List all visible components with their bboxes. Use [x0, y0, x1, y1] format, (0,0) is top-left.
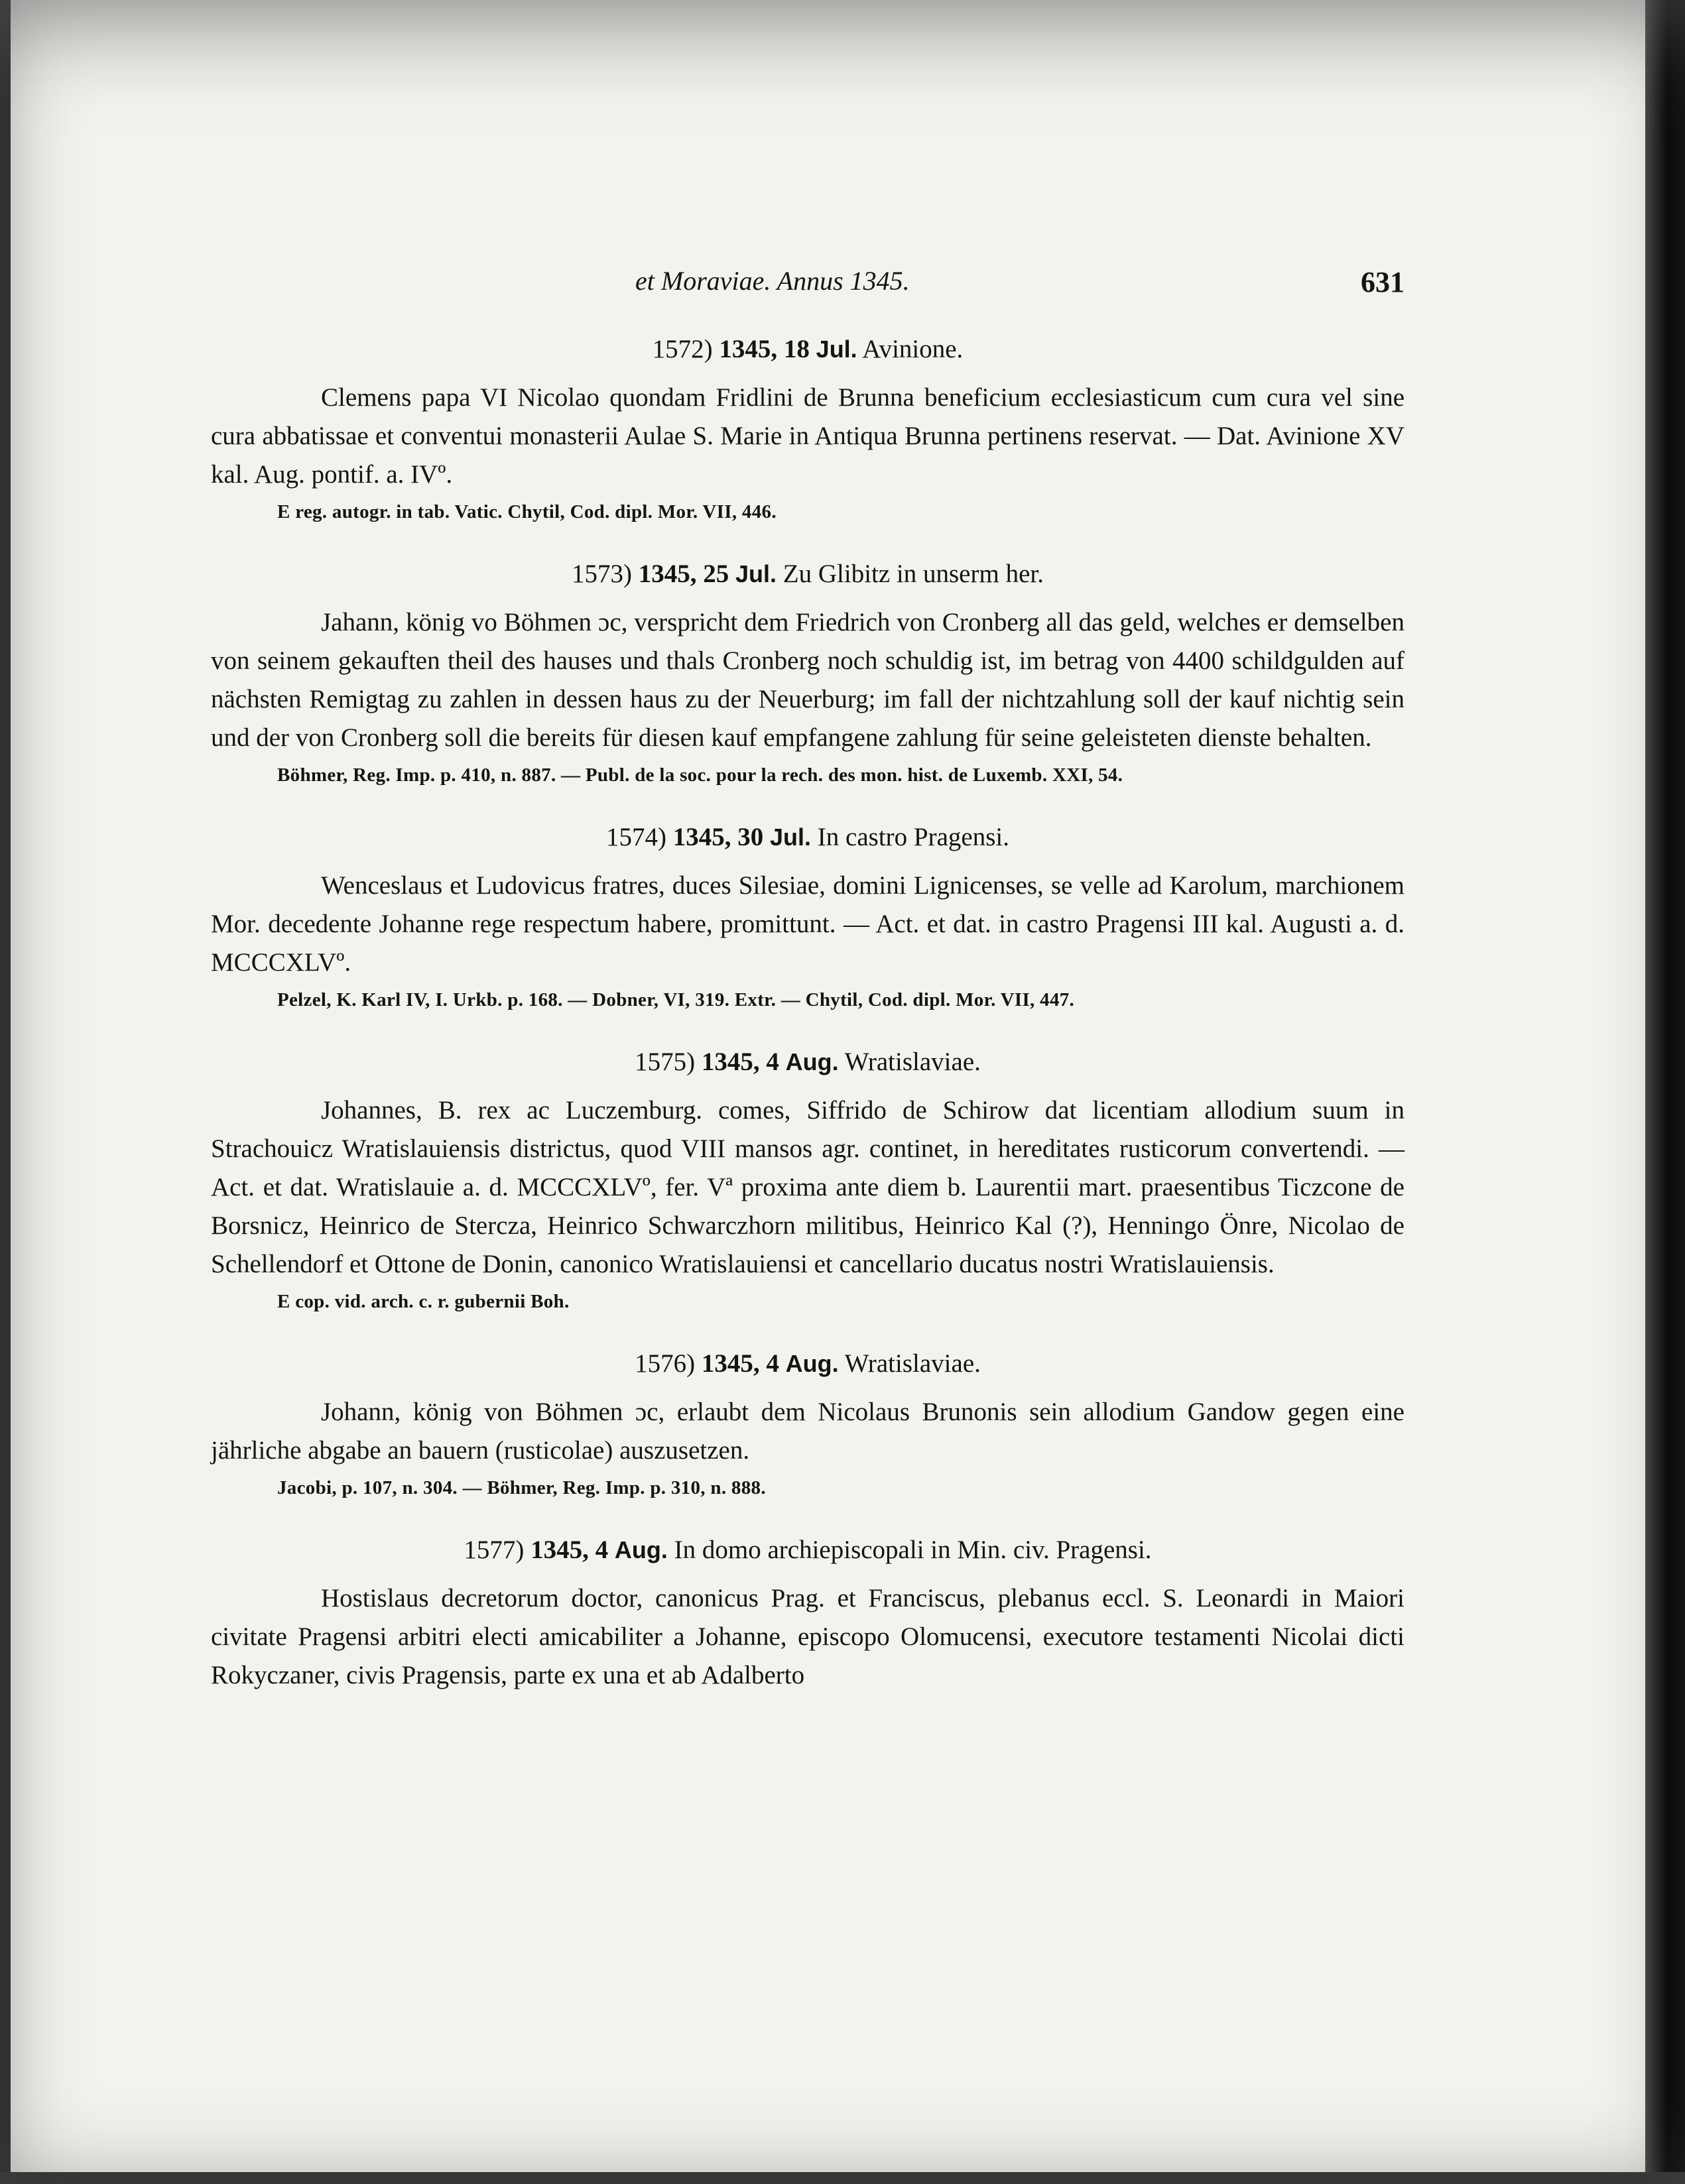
entry-place: Wratislaviae. [844, 1349, 981, 1378]
entry-number: 1576) [635, 1349, 696, 1378]
entry-month: Jul. [770, 823, 812, 851]
scan-edge-left [0, 0, 11, 2184]
entry-heading [211, 1047, 1404, 1077]
entry-1572 [211, 334, 1404, 526]
entry-month: Aug. [614, 1536, 668, 1563]
entry-1577 [211, 1535, 1404, 1695]
document-page [211, 265, 1404, 1728]
scan-edge-bottom [0, 2172, 1685, 2184]
entry-source: E cop. vid. arch. c. r. gubernii Boh. [277, 1291, 570, 1312]
entry-date: 1345, 18 [719, 335, 810, 363]
entry-1574 [211, 822, 1404, 1014]
entry-month: Aug. [785, 1350, 839, 1377]
entry-text: Jahann, könig vo Böhmen ɔc, verspricht dem Friedrich von Cronberg all das geld, welches er demselben von seinem gekauften theil des hauses und thals Cronberg noch schuldig ist, im betrag von 4400 schildgulden auf nächsten Remigtag zu zahlen in dessen haus zu der Neuerburg; im fall der nichtzahlung soll der kauf nichtig sein und der von Cronberg soll die bereits für diesen kauf empfangene zahlung für seine geleisteten dienste behalten. [211, 608, 1404, 752]
entry-place: Avinione. [862, 335, 964, 363]
page-number: 631 [1361, 266, 1404, 298]
entry-text: Johannes, B. rex ac Luczemburg. comes, Siffrido de Schirow dat licentiam allodium suum in Strachouicz Wratislauiensis districtus, quod VIII mansos agr. continet, in hereditates rusticorum convertendi. — Act. et dat. Wratislauie a. d. MCCCXLVº, fer. Vª proxima ante diem b. Laurentii mart. praesentibus Ticzcone de Borsnicz, Heinrico de Stercza, Heinrico Schwarczhorn militibus, Heinrico Kal (?), Henningo Önre, Nicolao de Schellendorf et Ottone de Donin, canonico Wratislauiensi et cancellario ducatus nostri Wratislauiensis. [211, 1096, 1404, 1278]
entry-source: Jacobi, p. 107, n. 304. — Böhmer, Reg. Imp. p. 310, n. 888. [277, 1477, 766, 1498]
entry-number: 1573) [572, 560, 633, 588]
entry-text: Clemens papa VI Nicolao quondam Fridlini de Brunna beneficium ecclesiasticum cum cura vel sine cura abbatissae et conventui monasterii Aulae S. Marie in Antiqua Brunna pertinens reservat. — Dat. Avinione XV kal. Aug. pontif. a. IVº. [211, 383, 1404, 489]
entry-number: 1577) [464, 1536, 525, 1564]
entry-month: Aug. [785, 1048, 839, 1075]
entry-heading [211, 1535, 1404, 1565]
entry-heading [211, 334, 1404, 364]
entry-place: Wratislaviae. [844, 1048, 981, 1076]
entry-date: 1345, 4 [701, 1048, 779, 1076]
entry-1576 [211, 1349, 1404, 1502]
running-head-title: et Moraviae. Annus 1345. [635, 266, 910, 296]
entry-1573 [211, 559, 1404, 789]
entry-place: In domo archiepiscopali in Min. civ. Pragensi. [674, 1536, 1152, 1564]
entry-heading [211, 1349, 1404, 1378]
entry-number: 1574) [606, 823, 667, 851]
entry-number: 1572) [652, 335, 713, 363]
entry-place: Zu Glibitz in unserm her. [782, 560, 1044, 588]
entry-heading [211, 822, 1404, 852]
running-head [211, 265, 1404, 305]
entry-heading [211, 559, 1404, 589]
entry-1575 [211, 1047, 1404, 1315]
entry-date: 1345, 25 [638, 560, 729, 588]
entry-place: In castro Pragensi. [817, 823, 1009, 851]
entry-month: Jul. [735, 560, 777, 587]
entry-source: Pelzel, K. Karl IV, I. Urkb. p. 168. — Dobner, VI, 319. Extr. — Chytil, Cod. dipl. Mor. VII, 447. [277, 989, 1075, 1010]
entry-source: E reg. autogr. in tab. Vatic. Chytil, Cod. dipl. Mor. VII, 446. [277, 501, 777, 522]
entry-date: 1345, 4 [701, 1349, 779, 1378]
entry-text: Hostislaus decretorum doctor, canonicus Prag. et Franciscus, plebanus eccl. S. Leonardi in Maiori civitate Pragensi arbitri electi amicabiliter a Johanne, episcopo Olomucensi, executore testamenti Nicolai dicti Rokyczaner, civis Pragensis, parte ex una et ab Adalberto [211, 1584, 1404, 1689]
entry-date: 1345, 4 [530, 1536, 609, 1564]
scan-edge-right [1645, 0, 1685, 2184]
entry-text: Wenceslaus et Ludovicus fratres, duces Silesiae, domini Lignicenses, se velle ad Karolum, marchionem Mor. decedente Johanne rege respectum habere, promittunt. — Act. et dat. in castro Pragensi III kal. Augusti a. d. MCCCXLVº. [211, 871, 1404, 977]
entry-text: Johann, könig von Böhmen ɔc, erlaubt dem Nicolaus Brunonis sein allodium Gandow gegen eine jährliche abgabe an bauern (rusticolae) auszusetzen. [211, 1398, 1404, 1465]
entry-month: Jul. [816, 335, 857, 363]
entry-date: 1345, 30 [672, 823, 764, 851]
entry-source: Böhmer, Reg. Imp. p. 410, n. 887. — Publ. de la soc. pour la rech. des mon. hist. de Luxemb. XXI, 54. [277, 764, 1123, 786]
entry-number: 1575) [635, 1048, 696, 1076]
